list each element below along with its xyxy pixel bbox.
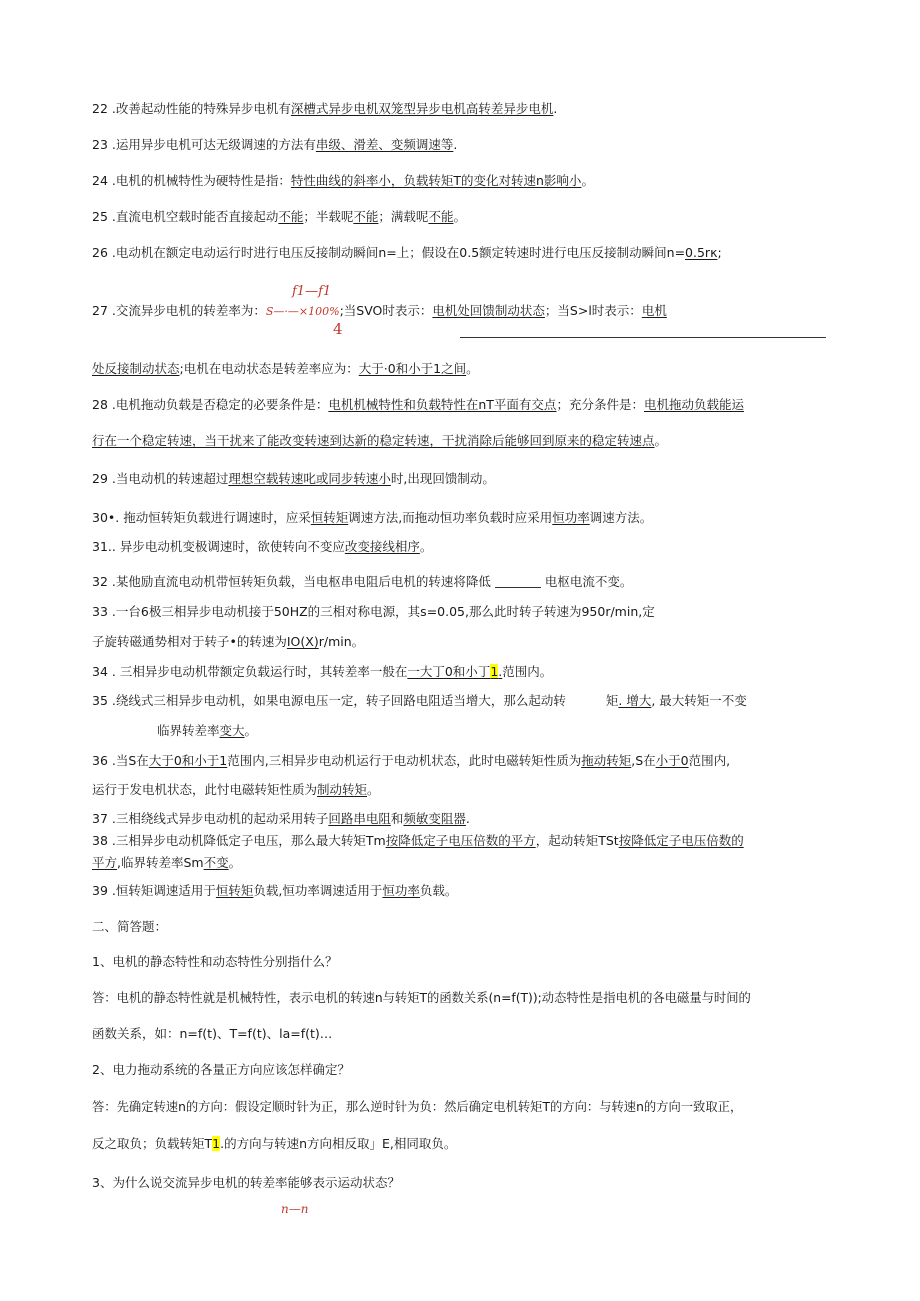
answer-1-line-1: 答：电机的静态特性就是机械特性，表示电机的转速n与转矩T的函数关系(n=f(T));动态特性是指电机的各电磁量与时间的 [92,991,751,1005]
item-38-cont: 平方,临界转差率Sm不变。 [92,855,242,870]
answer-2-line-2: 反之取负；负载转矩T1.的方向与转速n方向相反取」E,相同取负。 [92,1136,457,1151]
item-23: 23 .运用异步电机可达无级调速的方法有串级、滑差、变频调速等. [92,137,458,152]
item-29: 29 .当电动机的转速超过理想空载转速叱或同步转速小时,出现回馈制动。 [92,471,495,486]
item-39: 39 .恒转矩调速适用于恒转矩负载,恒功率调速适用于恒功率负载。 [92,883,458,898]
item-32: 32 .某他励直流电动机带恒转矩负载，当电枢串电阻后电机的转速将降低 电枢电流不变。 [92,574,633,589]
item-28: 28 .电机拖动负载是否稳定的必要条件是：电机机械特性和负载特性在nT平面有交点；充分条件是：电机拖动负载能运 [92,397,744,412]
item-31: 31.. 异步电动机变极调速时，欲使转向不变应改变接线相序。 [92,539,433,554]
slip-formula: S—·—×100% [265,305,340,318]
formula-denominator: 4 [333,320,343,338]
section-heading: 二、简答题： [92,919,168,934]
item-27: 27 .交流异步电机的转差率为：S—·—×100%;当SVO时表示：电机处回馈制动状态；当S>l时表示：电机 [92,303,667,318]
item-36: 36 .当S在大于0和小于1范围内,三相异步电动机运行于电动机状态，此时电磁转矩性质为拖动转矩,S在小于0范围内, [92,753,731,768]
item-25: 25 .直流电机空载时能否直接起动不能；半载呢不能；满载呢不能。 [92,209,466,224]
question-1: 1、电机的静态特性和动态特性分别指什么？ [92,954,338,969]
item-35-cont: 临界转差率变大。 [157,723,258,738]
question-2: 2、电力拖动系统的各量正方向应该怎样确定？ [92,1062,350,1077]
highlight-mark: 1 [490,664,499,679]
item-26: 26 .电动机在额定电动运行时进行电压反接制动瞬间n=上；假设在0.5额定转速时进行电压反接制动瞬间n=0.5rκ; [92,245,722,260]
item-27-cont: 处反接制动状态;电机在电动状态是转差率应为：大于·0和小于1之间。 [92,361,479,376]
item-38: 38 .三相异步电动机降低定子电压，那么最大转矩Tm按降低定子电压倍数的平方，起动转矩TSt按降低定子电压倍数的 [92,833,744,848]
item-22: 22 .改善起动性能的特殊异步电机有深槽式异步电机双笼型异步电机高转差异步电机. [92,101,558,116]
item-33: 33 .一台6极三相异步电动机接于50HZ的三相对称电源，其s=0.05,那么此时转子转速为950r/min,定 [92,604,655,619]
formula-fragment: n—n [281,1202,309,1216]
item-37: 37 .三相绕线式异步电动机的起动采用转子回路串电阻和频敏变阻器. [92,811,470,826]
item-36-cont: 运行于发电机状态，此忖电磁转矩性质为制动转矩。 [92,782,380,797]
item-28-cont: 行在一个稳定转速，当干扰来了能改变转速到达新的稳定转速，干扰消除后能够回到原来的稳定转速点。 [92,433,668,448]
answer-2-line-1: 答：先确定转速n的方向：假设定顺时针为正，那么逆时针为负：然后确定电机转矩T的方向：与转速n的方向一致取正， [92,1100,743,1114]
question-3: 3、为什么说交流异步电机的转差率能够表示运动状态？ [92,1175,400,1190]
item-35: 35 .绕线式三相异步电动机，如果电源电压一定，转子回路电阻适当增大，那么起动转 矩. 增大, 最大转矩一不变 [92,693,747,708]
formula-numerator: f1—f1 [292,284,332,299]
answer-1-line-2: 函数关系，如：n=f(t)、T=f(t)、la=f(t)… [92,1026,333,1041]
item-30: 30•. 拖动恒转矩负载进行调速时，应采恒转矩调速方法,而拖动恒功率负载时应采用恒功率调速方法。 [92,510,653,525]
highlight-mark: 1 [212,1136,221,1151]
item-24: 24 .电机的机械特性为硬特性是指：特性曲线的斜率小，负载转矩T的变化对转速n影响小。 [92,173,594,188]
item-34: 34 . 三相异步电动机带额定负载运行时，其转差率一般在一大丁0和小丁1.范围内。 [92,664,553,679]
item-33-cont: 子旋转磁通势相对于转子•的转速为IO(X)r/min。 [92,634,365,649]
fill-in-blank [495,575,541,588]
fill-rule [460,337,826,338]
